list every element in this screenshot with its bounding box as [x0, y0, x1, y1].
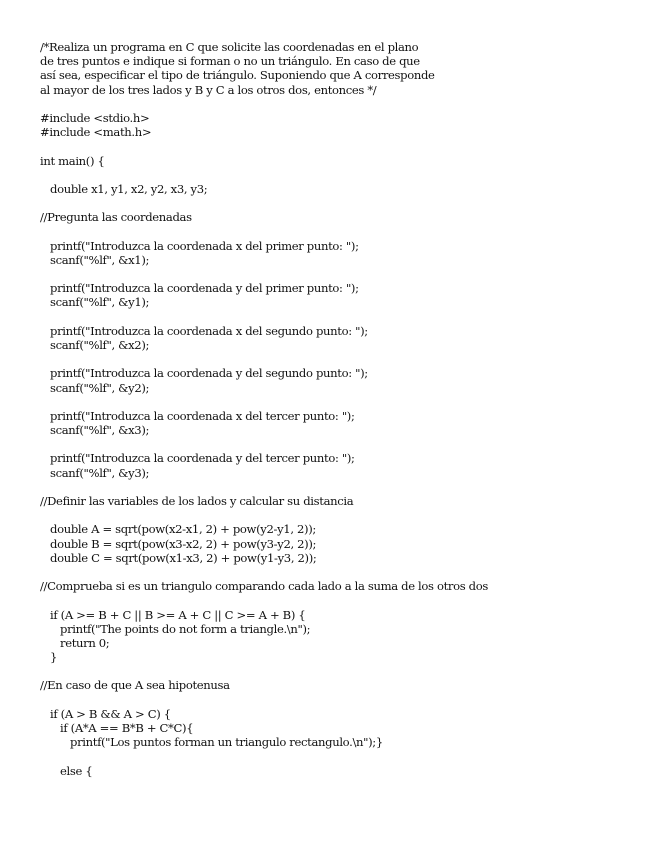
- code-line: al mayor de los tres lados y B y C a los otros dos, entonces */: [40, 82, 377, 97]
- code-line: scanf("%lf", &y1);: [40, 295, 150, 310]
- blank-line: [40, 224, 640, 238]
- code-line: printf("Los puntos forman un triangulo rectangulo.\n");}: [40, 735, 383, 750]
- code-line: de tres puntos e indique si forman o no un triángulo. En caso de que: [40, 54, 420, 69]
- blank-line: [40, 480, 640, 494]
- code-line: así sea, especificar el tipo de triángulo. Suponiendo que A corresponde: [40, 68, 435, 83]
- blank-line: [40, 352, 640, 366]
- code-line: scanf("%lf", &x1);: [40, 252, 150, 267]
- code-line: scanf("%lf", &x3);: [40, 423, 150, 438]
- code-line: #include <stdio.h>: [40, 110, 150, 125]
- code-line: scanf("%lf", &y2);: [40, 380, 150, 395]
- blank-line: [40, 593, 640, 607]
- code-line: scanf("%lf", &y3);: [40, 465, 150, 480]
- blank-line: [40, 664, 640, 678]
- code-line: printf("Introduzca la coordenada y del segundo punto: ");: [40, 366, 368, 381]
- code-line: printf("Introduzca la coordenada y del primer punto: ");: [40, 281, 359, 296]
- code-line: scanf("%lf", &x2);: [40, 337, 150, 352]
- code-line: //En caso de que A sea hipotenusa: [40, 678, 230, 693]
- blank-line: [40, 437, 640, 451]
- code-listing: [40, 40, 640, 778]
- blank-line: [40, 310, 640, 324]
- code-line: if (A >= B + C || B >= A + C || C >= A + B) {: [40, 607, 306, 622]
- code-line: double x1, y1, x2, y2, x3, y3;: [40, 181, 208, 196]
- code-line: //Comprueba si es un triangulo comparando cada lado a la suma de los otros dos: [40, 579, 488, 594]
- code-line: if (A > B && A > C) {: [40, 706, 171, 721]
- blank-line: [40, 693, 640, 707]
- code-line: double B = sqrt(pow(x3-x2, 2) + pow(y3-y2, 2));: [40, 536, 317, 551]
- code-line: #include <math.h>: [40, 125, 152, 140]
- blank-line: [40, 508, 640, 522]
- blank-line: [40, 97, 640, 111]
- code-line: /*Realiza un programa en C que solicite las coordenadas en el plano: [40, 40, 419, 54]
- code-line: }: [40, 650, 58, 665]
- code-line: printf("Introduzca la coordenada x del primer punto: ");: [40, 238, 359, 253]
- code-line: //Definir las variables de los lados y calcular su distancia: [40, 494, 354, 508]
- blank-line: [40, 395, 640, 409]
- blank-line: [40, 749, 640, 763]
- blank-line: [40, 196, 640, 210]
- code-line: printf("The points do not form a triangle.\n");: [40, 621, 311, 636]
- blank-line: [40, 168, 640, 182]
- blank-line: [40, 565, 640, 579]
- code-line: printf("Introduzca la coordenada x del tercer punto: ");: [40, 408, 355, 423]
- blank-line: [40, 139, 640, 153]
- code-line: else {: [40, 763, 93, 778]
- code-line: printf("Introduzca la coordenada y del tercer punto: ");: [40, 451, 355, 466]
- blank-line: [40, 267, 640, 281]
- code-line: if (A*A == B*B + C*C){: [40, 721, 194, 735]
- code-line: return 0;: [40, 635, 110, 650]
- code-line: //Pregunta las coordenadas: [40, 210, 192, 225]
- code-line: double A = sqrt(pow(x2-x1, 2) + pow(y2-y1, 2));: [40, 522, 316, 537]
- code-line: int main() {: [40, 153, 105, 168]
- code-line: double C = sqrt(pow(x1-x3, 2) + pow(y1-y3, 2));: [40, 550, 317, 565]
- code-line: printf("Introduzca la coordenada x del segundo punto: ");: [40, 323, 368, 338]
